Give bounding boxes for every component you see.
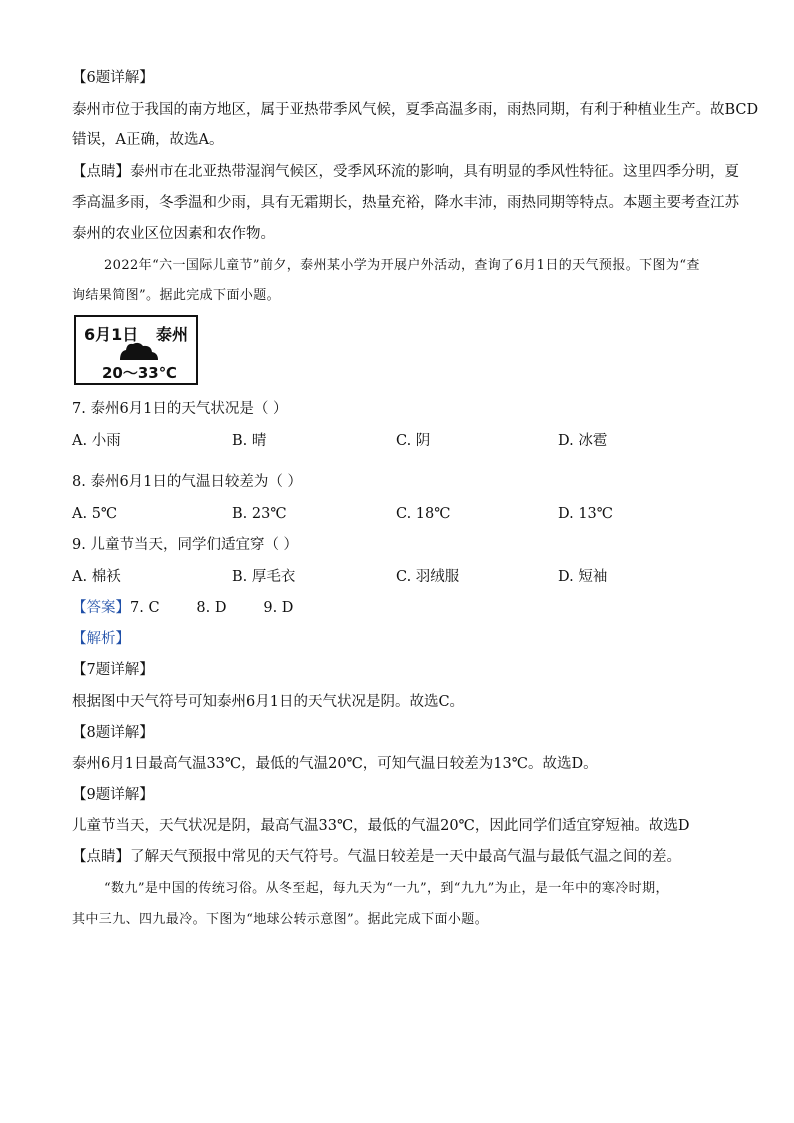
question-9-option-b: B. 厚毛衣 <box>232 569 296 585</box>
question-7-stem: 7. 泰州6月1日的天气状况是（ ） <box>72 401 288 417</box>
analysis-label: 【解析】 <box>72 631 130 647</box>
question-7-option-c: C. 阴 <box>396 433 431 449</box>
next-intro-line: “数九”是中国的传统习俗。从冬至起，每九天为“一九”，到“九九”为止，是一年中的寒冷时期， <box>104 881 669 896</box>
forecast-date: 6月1日 <box>84 325 139 344</box>
forecast-temperature: 20～33℃ <box>102 364 177 382</box>
intro-line: 2022年“六一国际儿童节”前夕，泰州某小学为开展户外活动，查询了6月1日的天气预报。下图为“查 <box>104 258 700 273</box>
question-9-option-d: D. 短袖 <box>558 569 608 585</box>
tip-line: 【点睛】泰州市在北亚热带湿润气候区，受季风环流的影响，具有明显的季风性特征。这里四季分明，夏 <box>72 164 739 180</box>
detail-heading-q9: 【9题详解】 <box>72 787 154 803</box>
forecast-city: 泰州 <box>156 325 189 344</box>
paragraph-line: 错误，A正确，故选A。 <box>72 132 224 148</box>
question-9-option-a: A. 棉袄 <box>72 569 121 585</box>
answer-label: 【答案】 <box>72 600 130 616</box>
tip-line: 【点睛】了解天气预报中常见的天气符号。气温日较差是一天中最高气温与最低气温之间的差。 <box>72 849 681 865</box>
question-8-option-c: C. 18℃ <box>396 506 451 522</box>
tip-line: 泰州的农业区位因素和农作物。 <box>72 226 275 242</box>
question-8-option-a: A. 5℃ <box>72 506 118 522</box>
detail-heading-q7: 【7题详解】 <box>72 662 154 678</box>
question-8-option-d: D. 13℃ <box>558 506 613 522</box>
cloudy-icon <box>118 341 160 361</box>
answer-line <box>72 598 293 618</box>
next-intro-line: 其中三九、四九最冷。下图为“地球公转示意图”。据此完成下面小题。 <box>72 912 489 927</box>
weather-forecast-card <box>74 315 198 385</box>
detail-body-q8: 泰州6月1日最高气温33℃，最低的气温20℃，可知气温日较差为13℃。故选D。 <box>72 756 598 772</box>
question-7-option-b: B. 晴 <box>232 433 267 449</box>
question-7-option-d: D. 冰雹 <box>558 433 608 449</box>
question-8-stem: 8. 泰州6月1日的气温日较差为（ ） <box>72 474 303 490</box>
tip-line: 季高温多雨，冬季温和少雨，具有无霜期长，热量充裕，降水丰沛，雨热同期等特点。本题主要考查江苏 <box>72 195 739 211</box>
intro-line: 询结果简图”。据此完成下面小题。 <box>72 288 281 303</box>
question-7-option-a: A. 小雨 <box>72 433 121 449</box>
detail-heading-q8: 【8题详解】 <box>72 725 154 741</box>
answer-text: 7. C 8. D 9. D <box>130 600 294 616</box>
section-heading-q6: 【6题详解】 <box>72 70 154 86</box>
paragraph-line: 泰州市位于我国的南方地区，属于亚热带季风气候，夏季高温多雨，雨热同期，有利于种植业生产。故BCD <box>72 102 759 118</box>
question-9-stem: 9. 儿童节当天，同学们适宜穿（ ） <box>72 537 299 553</box>
question-8-option-b: B. 23℃ <box>232 506 287 522</box>
detail-body-q9: 儿童节当天，天气状况是阴，最高气温33℃，最低的气温20℃，因此同学们适宜穿短袖。故选D <box>72 818 690 834</box>
question-9-option-c: C. 羽绒服 <box>396 569 460 585</box>
detail-body-q7: 根据图中天气符号可知泰州6月1日的天气状况是阴。故选C。 <box>72 694 465 710</box>
